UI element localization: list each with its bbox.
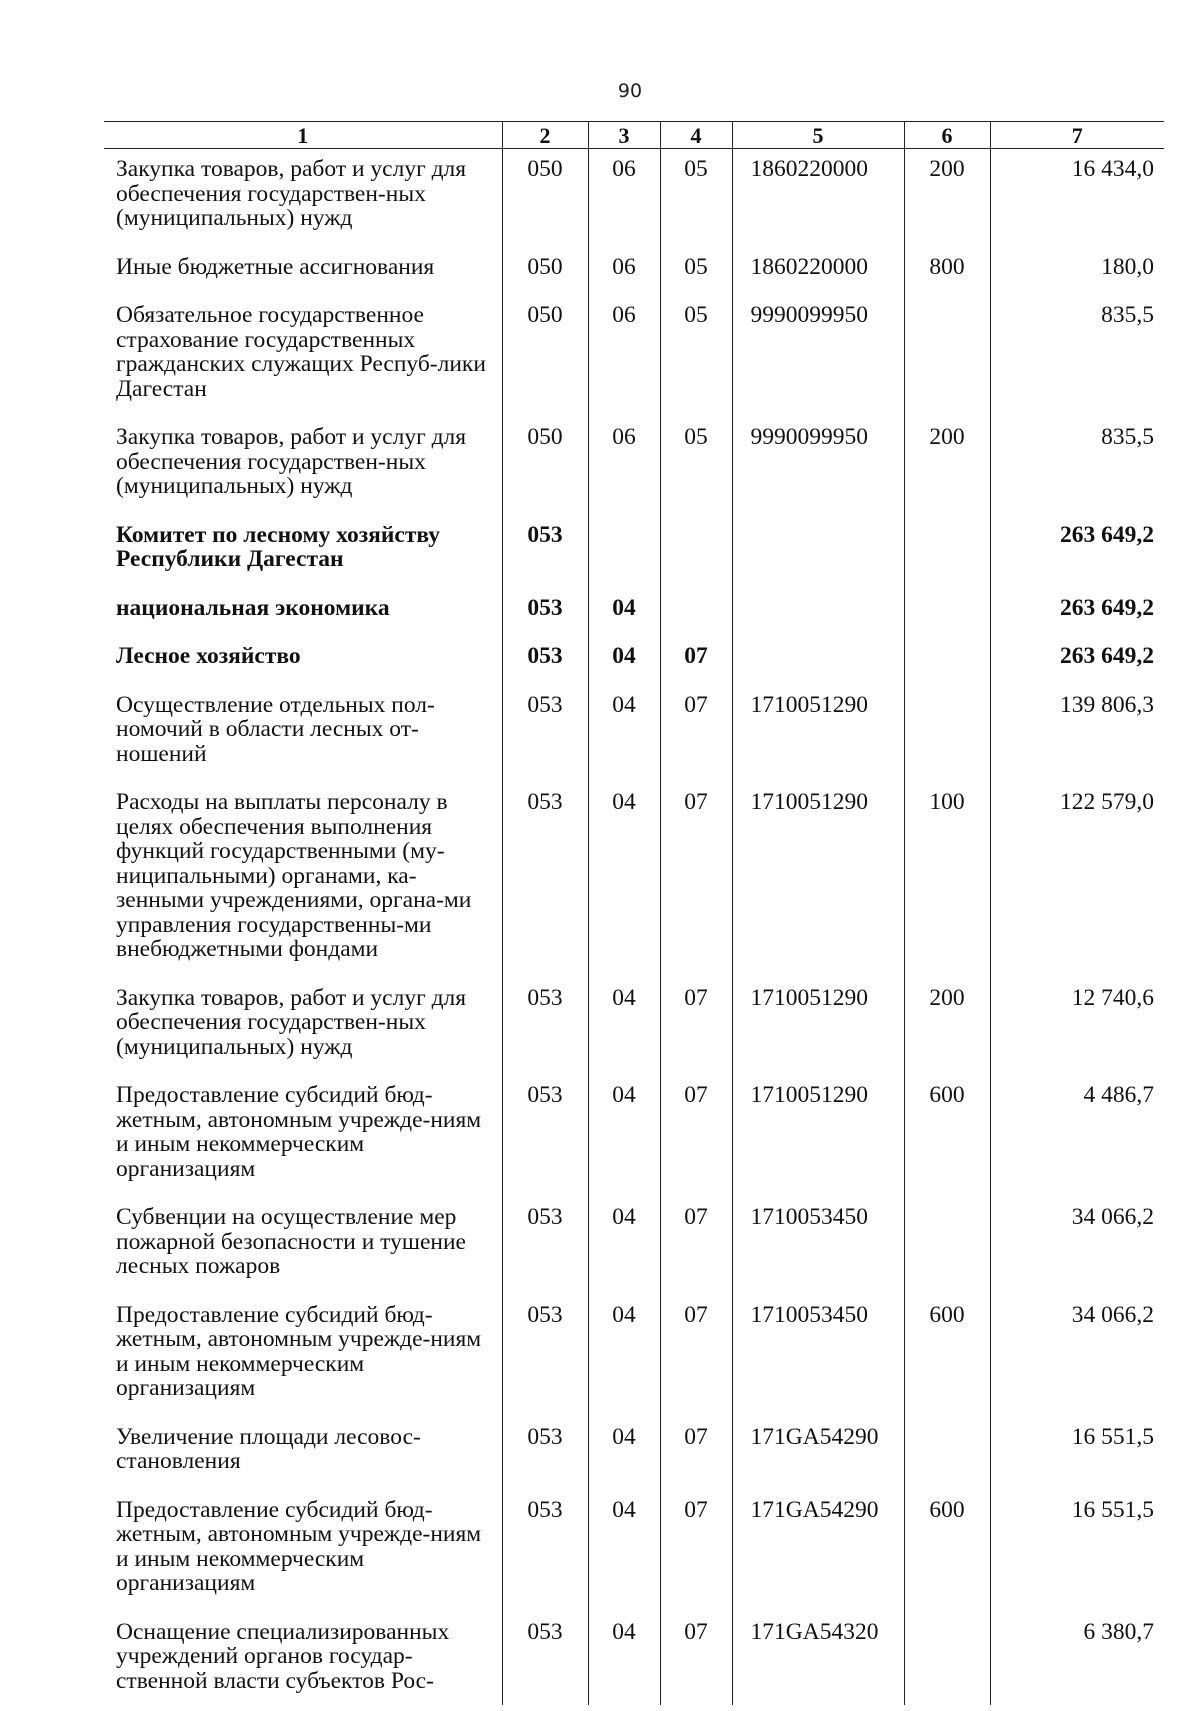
cell-amount: 139 806,3 [990, 685, 1164, 783]
row-name: Предоставление субсидий бюд-жетным, автономным учрежде-ниям и иным некоммерческим организациям [116, 1301, 482, 1401]
cell-section: 04 [588, 685, 660, 783]
row-name: Субвенции на осуществление мер пожарной безопасности и тушение лесных пожаров [116, 1204, 466, 1279]
cell-amount: 263 649,2 [990, 515, 1164, 588]
cell-target-code: 171GA54290 [732, 1417, 904, 1490]
cell-amount: 16 551,5 [990, 1490, 1164, 1612]
cell-target-code: 171GA54320 [732, 1612, 904, 1706]
row-name: Оснащение специализированных учреждений органов государ-ственной власти субъектов Рос- [116, 1618, 450, 1694]
cell-chapter: 053 [502, 1417, 588, 1490]
table-row [104, 978, 1164, 1076]
row-name: Комитет по лесному хозяйству Республики Дагестан [116, 521, 440, 572]
cell-amount: 16 434,0 [990, 149, 1164, 247]
table-row [104, 1417, 1164, 1490]
cell-subsection [660, 588, 732, 637]
cell-subsection: 07 [660, 1612, 732, 1706]
cell-target-code: 9990099950 [732, 295, 904, 417]
header-col-5: 5 [732, 122, 904, 149]
row-name: Лесное хозяйство [116, 643, 301, 669]
cell-subsection: 07 [660, 1197, 732, 1295]
cell-section: 06 [588, 149, 660, 247]
cell-amount: 263 649,2 [990, 636, 1164, 685]
cell-subsection: 05 [660, 149, 732, 247]
cell-subsection: 07 [660, 1417, 732, 1490]
table-row [104, 1612, 1164, 1706]
cell-amount: 6 380,7 [990, 1612, 1164, 1706]
cell-chapter: 053 [502, 782, 588, 978]
cell-expense-type [904, 1197, 990, 1295]
cell-chapter: 053 [502, 1490, 588, 1612]
cell-target-code [732, 636, 904, 685]
cell-section: 04 [588, 1075, 660, 1197]
table-row [104, 782, 1164, 978]
cell-expense-type [904, 636, 990, 685]
cell-expense-type: 600 [904, 1295, 990, 1417]
row-name: национальная экономика [116, 594, 390, 621]
cell-subsection: 05 [660, 417, 732, 515]
cell-expense-type: 800 [904, 247, 990, 296]
row-name: Предоставление субсидий бюд-жетным, автономным учрежде-ниям и иным некоммерческим организациям [116, 1082, 482, 1182]
cell-expense-type [904, 295, 990, 417]
cell-target-code: 1860220000 [732, 247, 904, 296]
cell-expense-type [904, 588, 990, 637]
budget-table [104, 121, 1164, 1705]
table-row [104, 636, 1164, 685]
cell-expense-type [904, 1612, 990, 1706]
cell-expense-type: 200 [904, 978, 990, 1076]
cell-chapter: 053 [502, 1075, 588, 1197]
cell-target-code: 1860220000 [732, 149, 904, 247]
cell-target-code: 1710051290 [732, 978, 904, 1076]
cell-chapter: 050 [502, 247, 588, 296]
header-col-4: 4 [660, 122, 732, 149]
table-body [104, 149, 1164, 1706]
row-name: Закупка товаров, работ и услуг для обеспечения государствен-ных (муниципальных) нужд [116, 156, 467, 231]
table-row [104, 149, 1164, 247]
cell-expense-type [904, 515, 990, 588]
row-name: Обязательное государственное страхование государственных гражданских служащих Респуб-лики Дагестан [116, 302, 486, 402]
cell-section: 06 [588, 295, 660, 417]
cell-subsection: 05 [660, 295, 732, 417]
cell-expense-type: 600 [904, 1490, 990, 1612]
cell-section: 06 [588, 247, 660, 296]
cell-target-code: 1710051290 [732, 782, 904, 978]
cell-section: 04 [588, 978, 660, 1076]
cell-expense-type: 600 [904, 1075, 990, 1197]
page-number: 90 [617, 80, 643, 102]
cell-subsection: 07 [660, 685, 732, 783]
table-row [104, 1075, 1164, 1197]
row-name: Иные бюджетные ассигнования [116, 253, 435, 280]
table-row [104, 295, 1164, 417]
table-row [104, 515, 1164, 588]
table-row [104, 1197, 1164, 1295]
cell-section: 04 [588, 1197, 660, 1295]
cell-chapter: 050 [502, 295, 588, 417]
cell-target-code [732, 588, 904, 637]
row-name: Закупка товаров, работ и услуг для обеспечения государствен-ных (муниципальных) нужд [116, 984, 467, 1060]
cell-target-code: 171GA54290 [732, 1490, 904, 1612]
table-row [104, 417, 1164, 515]
cell-subsection: 07 [660, 636, 732, 685]
cell-chapter: 053 [502, 1197, 588, 1295]
cell-amount: 263 649,2 [990, 588, 1164, 637]
cell-chapter: 053 [502, 588, 588, 637]
cell-amount: 16 551,5 [990, 1417, 1164, 1490]
cell-target-code [732, 515, 904, 588]
cell-section: 04 [588, 636, 660, 685]
cell-amount: 34 066,2 [990, 1197, 1164, 1295]
cell-expense-type: 200 [904, 417, 990, 515]
cell-target-code: 1710051290 [732, 1075, 904, 1197]
cell-section: 04 [588, 1612, 660, 1706]
cell-subsection: 07 [660, 782, 732, 978]
cell-subsection: 05 [660, 247, 732, 296]
cell-expense-type: 200 [904, 149, 990, 247]
cell-chapter: 053 [502, 1295, 588, 1417]
header-col-1: 1 [104, 122, 502, 149]
cell-chapter: 053 [502, 636, 588, 685]
cell-target-code: 1710051290 [732, 685, 904, 783]
cell-section: 04 [588, 1417, 660, 1490]
row-name: Расходы на выплаты персоналу в целях обеспечения выполнения функций государственными (му-ниципальными) органами, ка-зенными учреждениями, органа-ми управления государственны-ми внебюджетными фондами [116, 789, 472, 962]
row-name: Закупка товаров, работ и услуг для обеспечения государствен-ных (муниципальных) нужд [116, 424, 467, 499]
cell-section: 04 [588, 1295, 660, 1417]
cell-section [588, 515, 660, 588]
cell-chapter: 050 [502, 417, 588, 515]
row-name: Осуществление отдельных пол-номочий в области лесных от-ношений [116, 691, 435, 767]
cell-amount: 12 740,6 [990, 978, 1164, 1076]
cell-amount: 122 579,0 [990, 782, 1164, 978]
cell-chapter: 053 [502, 1612, 588, 1706]
cell-subsection: 07 [660, 1490, 732, 1612]
cell-amount: 835,5 [990, 295, 1164, 417]
cell-subsection [660, 515, 732, 588]
cell-amount: 34 066,2 [990, 1295, 1164, 1417]
row-name: Увеличение площади лесовос-становления [116, 1423, 421, 1474]
cell-chapter: 053 [502, 515, 588, 588]
table-row [104, 1490, 1164, 1612]
header-col-3: 3 [588, 122, 660, 149]
table-row [104, 685, 1164, 783]
cell-expense-type [904, 685, 990, 783]
cell-chapter: 050 [502, 149, 588, 247]
header-col-2: 2 [502, 122, 588, 149]
cell-section: 06 [588, 417, 660, 515]
cell-expense-type: 100 [904, 782, 990, 978]
cell-amount: 835,5 [990, 417, 1164, 515]
table-row [104, 1295, 1164, 1417]
cell-target-code: 1710053450 [732, 1295, 904, 1417]
cell-section: 04 [588, 1490, 660, 1612]
header-col-6: 6 [904, 122, 990, 149]
table-row [104, 588, 1164, 637]
cell-amount: 4 486,7 [990, 1075, 1164, 1197]
header-col-7: 7 [990, 122, 1164, 149]
cell-chapter: 053 [502, 685, 588, 783]
cell-subsection: 07 [660, 978, 732, 1076]
row-name: Предоставление субсидий бюд-жетным, автономным учрежде-ниям и иным некоммерческим организациям [116, 1496, 482, 1596]
cell-section: 04 [588, 588, 660, 637]
cell-target-code: 1710053450 [732, 1197, 904, 1295]
cell-subsection: 07 [660, 1295, 732, 1417]
table-row [104, 247, 1164, 296]
cell-chapter: 053 [502, 978, 588, 1076]
cell-expense-type [904, 1417, 990, 1490]
header-row [104, 122, 1164, 149]
cell-subsection: 07 [660, 1075, 732, 1197]
cell-section: 04 [588, 782, 660, 978]
cell-amount: 180,0 [990, 247, 1164, 296]
cell-target-code: 9990099950 [732, 417, 904, 515]
